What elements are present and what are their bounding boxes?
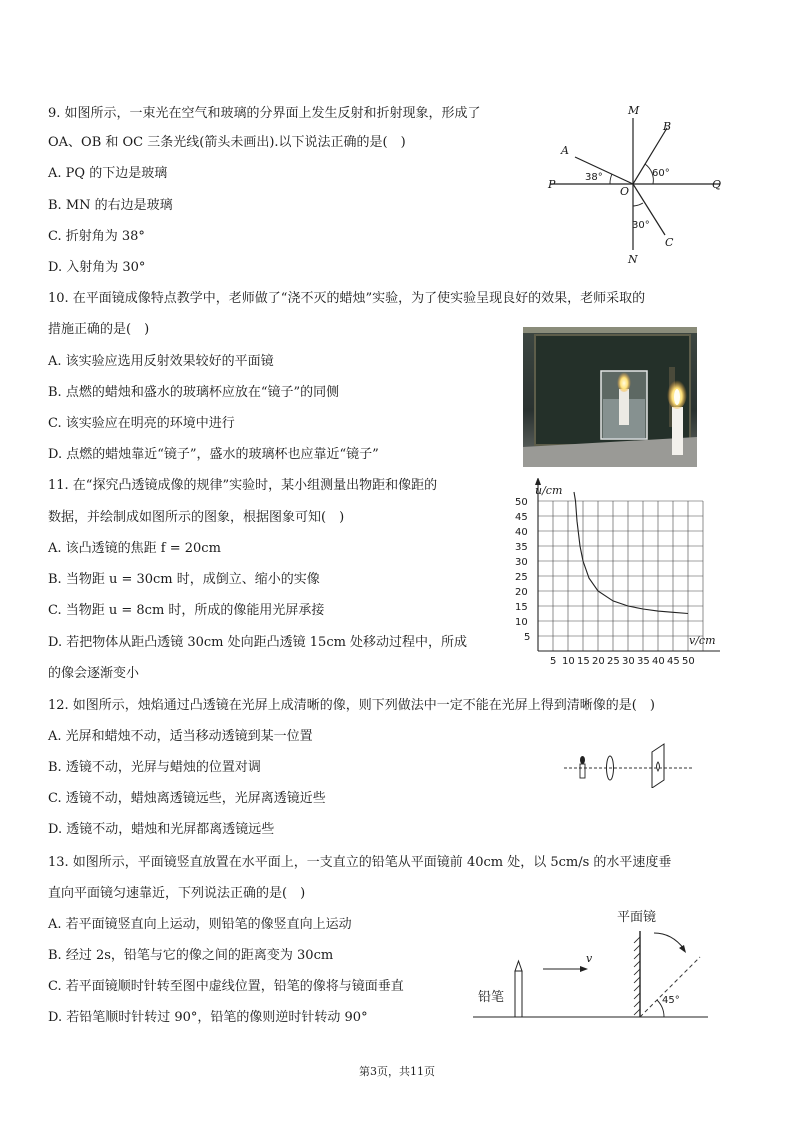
q10-candle-photo: [523, 327, 697, 467]
q13-v-label: v: [586, 952, 593, 965]
q9-label-m: M: [628, 104, 640, 117]
q10-option-c: C. 该实验应在明亮的环境中进行: [48, 416, 235, 431]
q9-ray-diagram: [540, 100, 730, 272]
q12-option-a: A. 光屏和蜡烛不动，适当移动透镜到某一位置: [48, 729, 313, 744]
q9-angle-60: 60°: [652, 168, 670, 179]
q11-x-tick-label: 50: [682, 656, 695, 667]
q13-option-d: D. 若铅笔顺时针转过 90°，铅笔的像则逆时针转动 90°: [48, 1010, 368, 1025]
q12-candle: [580, 764, 585, 778]
q10-stem-line2: 措施正确的是( ): [48, 322, 150, 337]
q11-y-tick-label: 35: [515, 542, 528, 553]
q9-stem-line1: 9. 如图所示，一束光在空气和玻璃的分界面上发生反射和折射现象，形成了: [48, 106, 481, 121]
q11-x-tick-label: 15: [577, 656, 590, 667]
q10-stem-line1: 10. 在平面镜成像特点教学中，老师做了“浇不灭的蜡烛”实验，为了使实验呈现良好的效果，老师采取的: [48, 291, 646, 306]
q10-option-b: B. 点燃的蜡烛和盛水的玻璃杯应放在“镜子”的同侧: [48, 385, 340, 400]
q11-option-a: A. 该凸透镜的焦距 f = 20cm: [48, 541, 221, 556]
q13-option-b: B. 经过 2s，铅笔与它的像之间的距离变为 30cm: [48, 948, 334, 963]
q11-x-tick-label: 25: [607, 656, 620, 667]
q11-option-b: B. 当物距 u = 30cm 时，成倒立、缩小的实像: [48, 572, 320, 587]
q13-rotated-mirror: [640, 957, 700, 1017]
q13-pencil: [515, 971, 522, 1017]
q13-option-a: A. 若平面镜竖直向上运动，则铅笔的像竖直向上运动: [48, 917, 352, 932]
q13-mirror-label: 平面镜: [617, 910, 657, 925]
q13-angle-label: 45°: [662, 995, 680, 1006]
q9-angle-30: 30°: [632, 220, 650, 231]
q11-y-tick-label: 50: [515, 497, 528, 508]
q11-option-d-line2: 的像会逐渐变小: [48, 666, 140, 681]
q11-option-c: C. 当物距 u = 8cm 时，所成的像能用光屏承接: [48, 603, 325, 618]
q11-x-axis-label: v/cm: [689, 634, 716, 647]
q9-angle-38: 38°: [585, 172, 603, 183]
q12-option-c: C. 透镜不动，蜡烛离透镜远些，光屏离透镜近些: [48, 791, 326, 806]
q11-y-tick-label: 30: [515, 557, 528, 568]
q12-stem: 12. 如图所示，烛焰通过凸透镜在光屏上成清晰的像，则下列做法中一定不能在光屏上得到清晰像的是( ): [48, 698, 655, 713]
q11-x-tick-label: 10: [562, 656, 575, 667]
q11-option-d-line1: D. 若把物体从距凸透镜 30cm 处向距凸透镜 15cm 处移动过程中，所成: [48, 635, 468, 650]
q12-flame: [580, 756, 585, 764]
q11-stem-line2: 数据，并绘制成如图所示的图象，根据图象可知( ): [48, 510, 345, 525]
q11-stem-line1: 11. 在“探究凸透镜成像的规律”实验时，某小组测量出物距和像距的: [48, 478, 438, 493]
q9-option-c: C. 折射角为 38°: [48, 229, 145, 244]
q12-optical-bench: [562, 738, 697, 788]
q11-x-tick-label: 5: [550, 656, 557, 667]
q12-image: [657, 762, 660, 771]
q11-y-tick-label: 5: [524, 632, 531, 643]
q11-y-tick-label: 40: [515, 527, 528, 538]
q12-option-b: B. 透镜不动，光屏与蜡烛的位置对调: [48, 760, 261, 775]
q13-pencil-label: 铅笔: [478, 990, 505, 1005]
q11-y-tick-label: 20: [515, 587, 528, 598]
q11-y-tick-label: 25: [515, 572, 528, 583]
q11-y-tick-label: 10: [515, 617, 528, 628]
q11-uv-chart: [505, 478, 720, 673]
q12-option-d: D. 透镜不动，蜡烛和光屏都离透镜远些: [48, 822, 275, 837]
q9-label-a: A: [561, 144, 569, 157]
q11-x-tick-label: 30: [622, 656, 635, 667]
q11-y-tick-label: 45: [515, 512, 528, 523]
q11-y-tick-label: 15: [515, 602, 528, 613]
q11-x-tick-label: 35: [637, 656, 650, 667]
q11-uv-curve: [574, 492, 688, 614]
page-footer: 第3页，共11页: [359, 1065, 435, 1078]
q9-stem-line2: OA、OB 和 OC 三条光线(箭头未画出).以下说法正确的是( ): [48, 135, 406, 150]
q11-x-tick-label: 20: [592, 656, 605, 667]
q10-option-a: A. 该实验应选用反射效果较好的平面镜: [48, 354, 274, 369]
q11-y-axis-label: u/cm: [535, 484, 563, 497]
q11-x-tick-label: 45: [667, 656, 680, 667]
q9-label-c: C: [665, 236, 674, 249]
q9-option-d: D. 入射角为 30°: [48, 260, 146, 275]
q13-option-c: C. 若平面镜顺时针转至图中虚线位置，铅笔的像将与镜面垂直: [48, 979, 404, 994]
q11-x-tick-label: 40: [652, 656, 665, 667]
q9-label-q: Q: [712, 178, 722, 191]
q13-stem-line2: 直向平面镜匀速靠近，下列说法正确的是( ): [48, 886, 306, 901]
q13-stem-line1: 13. 如图所示，平面镜竖直放置在水平面上，一支直立的铅笔从平面镜前 40cm 处，以 5cm/s 的水平速度垂: [48, 855, 672, 870]
q9-label-o: O: [620, 185, 630, 198]
q13-mirror-diagram: [468, 903, 713, 1027]
q13-rotation-arrow: [654, 933, 684, 949]
q9-option-b: B. MN 的右边是玻璃: [48, 198, 173, 213]
q9-label-n: N: [628, 253, 638, 266]
q12-screen: [652, 744, 664, 788]
q9-label-p: P: [548, 178, 556, 191]
q10-option-d: D. 点燃的蜡烛靠近“镜子”，盛水的玻璃杯也应靠近“镜子”: [48, 447, 379, 462]
q9-label-b: B: [663, 120, 672, 133]
q9-option-a: A. PQ 的下边是玻璃: [48, 166, 168, 181]
